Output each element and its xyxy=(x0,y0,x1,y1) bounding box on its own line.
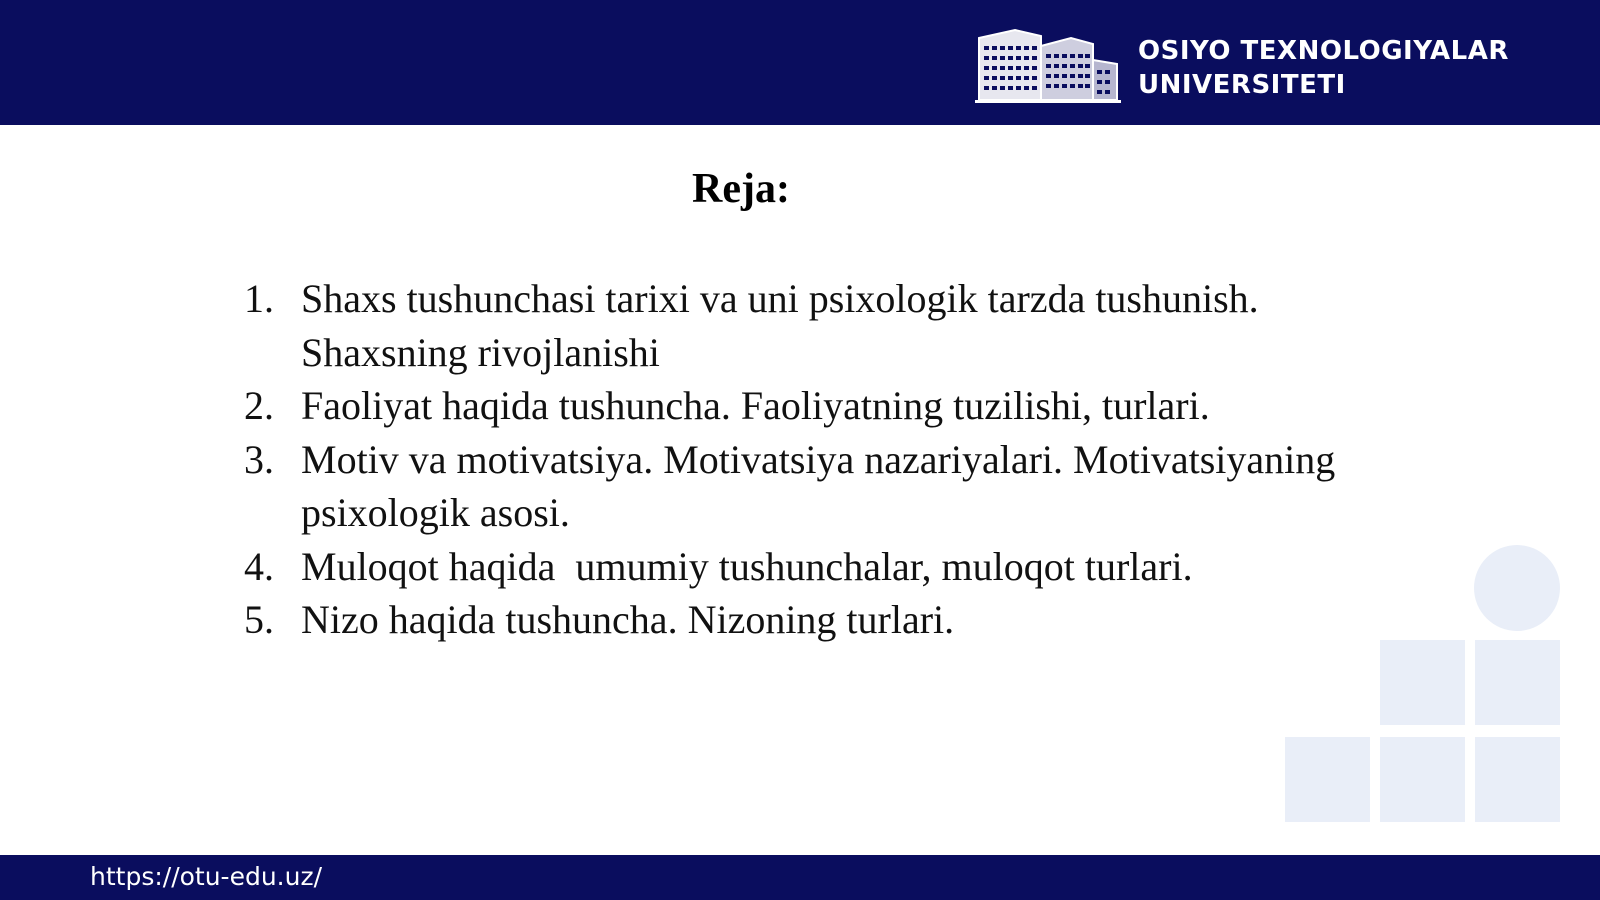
university-name xyxy=(1138,34,1509,102)
plan-item-number: 4. xyxy=(244,543,274,589)
plan-item-number: 5. xyxy=(244,597,274,642)
website-url: https://otu-edu.uz/ xyxy=(90,862,323,891)
decorative-logo-watermark xyxy=(1280,545,1562,825)
university-building-icon xyxy=(975,26,1121,104)
plan-item-text: Motiv va motivatsiya. Motivatsiya nazariyalari. Motivatsiyaning psixologik asosi. xyxy=(301,436,1336,535)
footer-bar xyxy=(0,855,1600,900)
plan-item-text: Nizo haqida tushuncha. Nizoning turlari. xyxy=(301,597,955,642)
slide-title: Reja: xyxy=(692,166,790,212)
plan-item xyxy=(244,593,1374,647)
header-bar xyxy=(0,0,1600,125)
plan-item-text: Faoliyat haqida tushuncha. Faoliyatning tuzilishi, turlari. xyxy=(301,383,1210,428)
plan-list xyxy=(244,272,1374,647)
plan-item xyxy=(244,433,1374,540)
plan-item-number: 1. xyxy=(244,276,274,321)
plan-item-text: Shaxs tushunchasi tarixi va uni psixologik tarzda tushunish. Shaxsning rivojlanishi xyxy=(301,276,1259,375)
plan-item-text: Muloqot haqida umumiy tushunchalar, muloqot turlari. xyxy=(301,543,1193,589)
university-name-line1: OSIYO TEXNOLOGIYALAR xyxy=(1138,36,1509,66)
plan-item xyxy=(244,272,1374,379)
plan-item-number: 2. xyxy=(244,383,274,428)
plan-item xyxy=(244,540,1374,594)
plan-item xyxy=(244,379,1374,433)
university-name-line2: UNIVERSITETI xyxy=(1138,70,1346,100)
plan-item-number: 3. xyxy=(244,436,274,482)
